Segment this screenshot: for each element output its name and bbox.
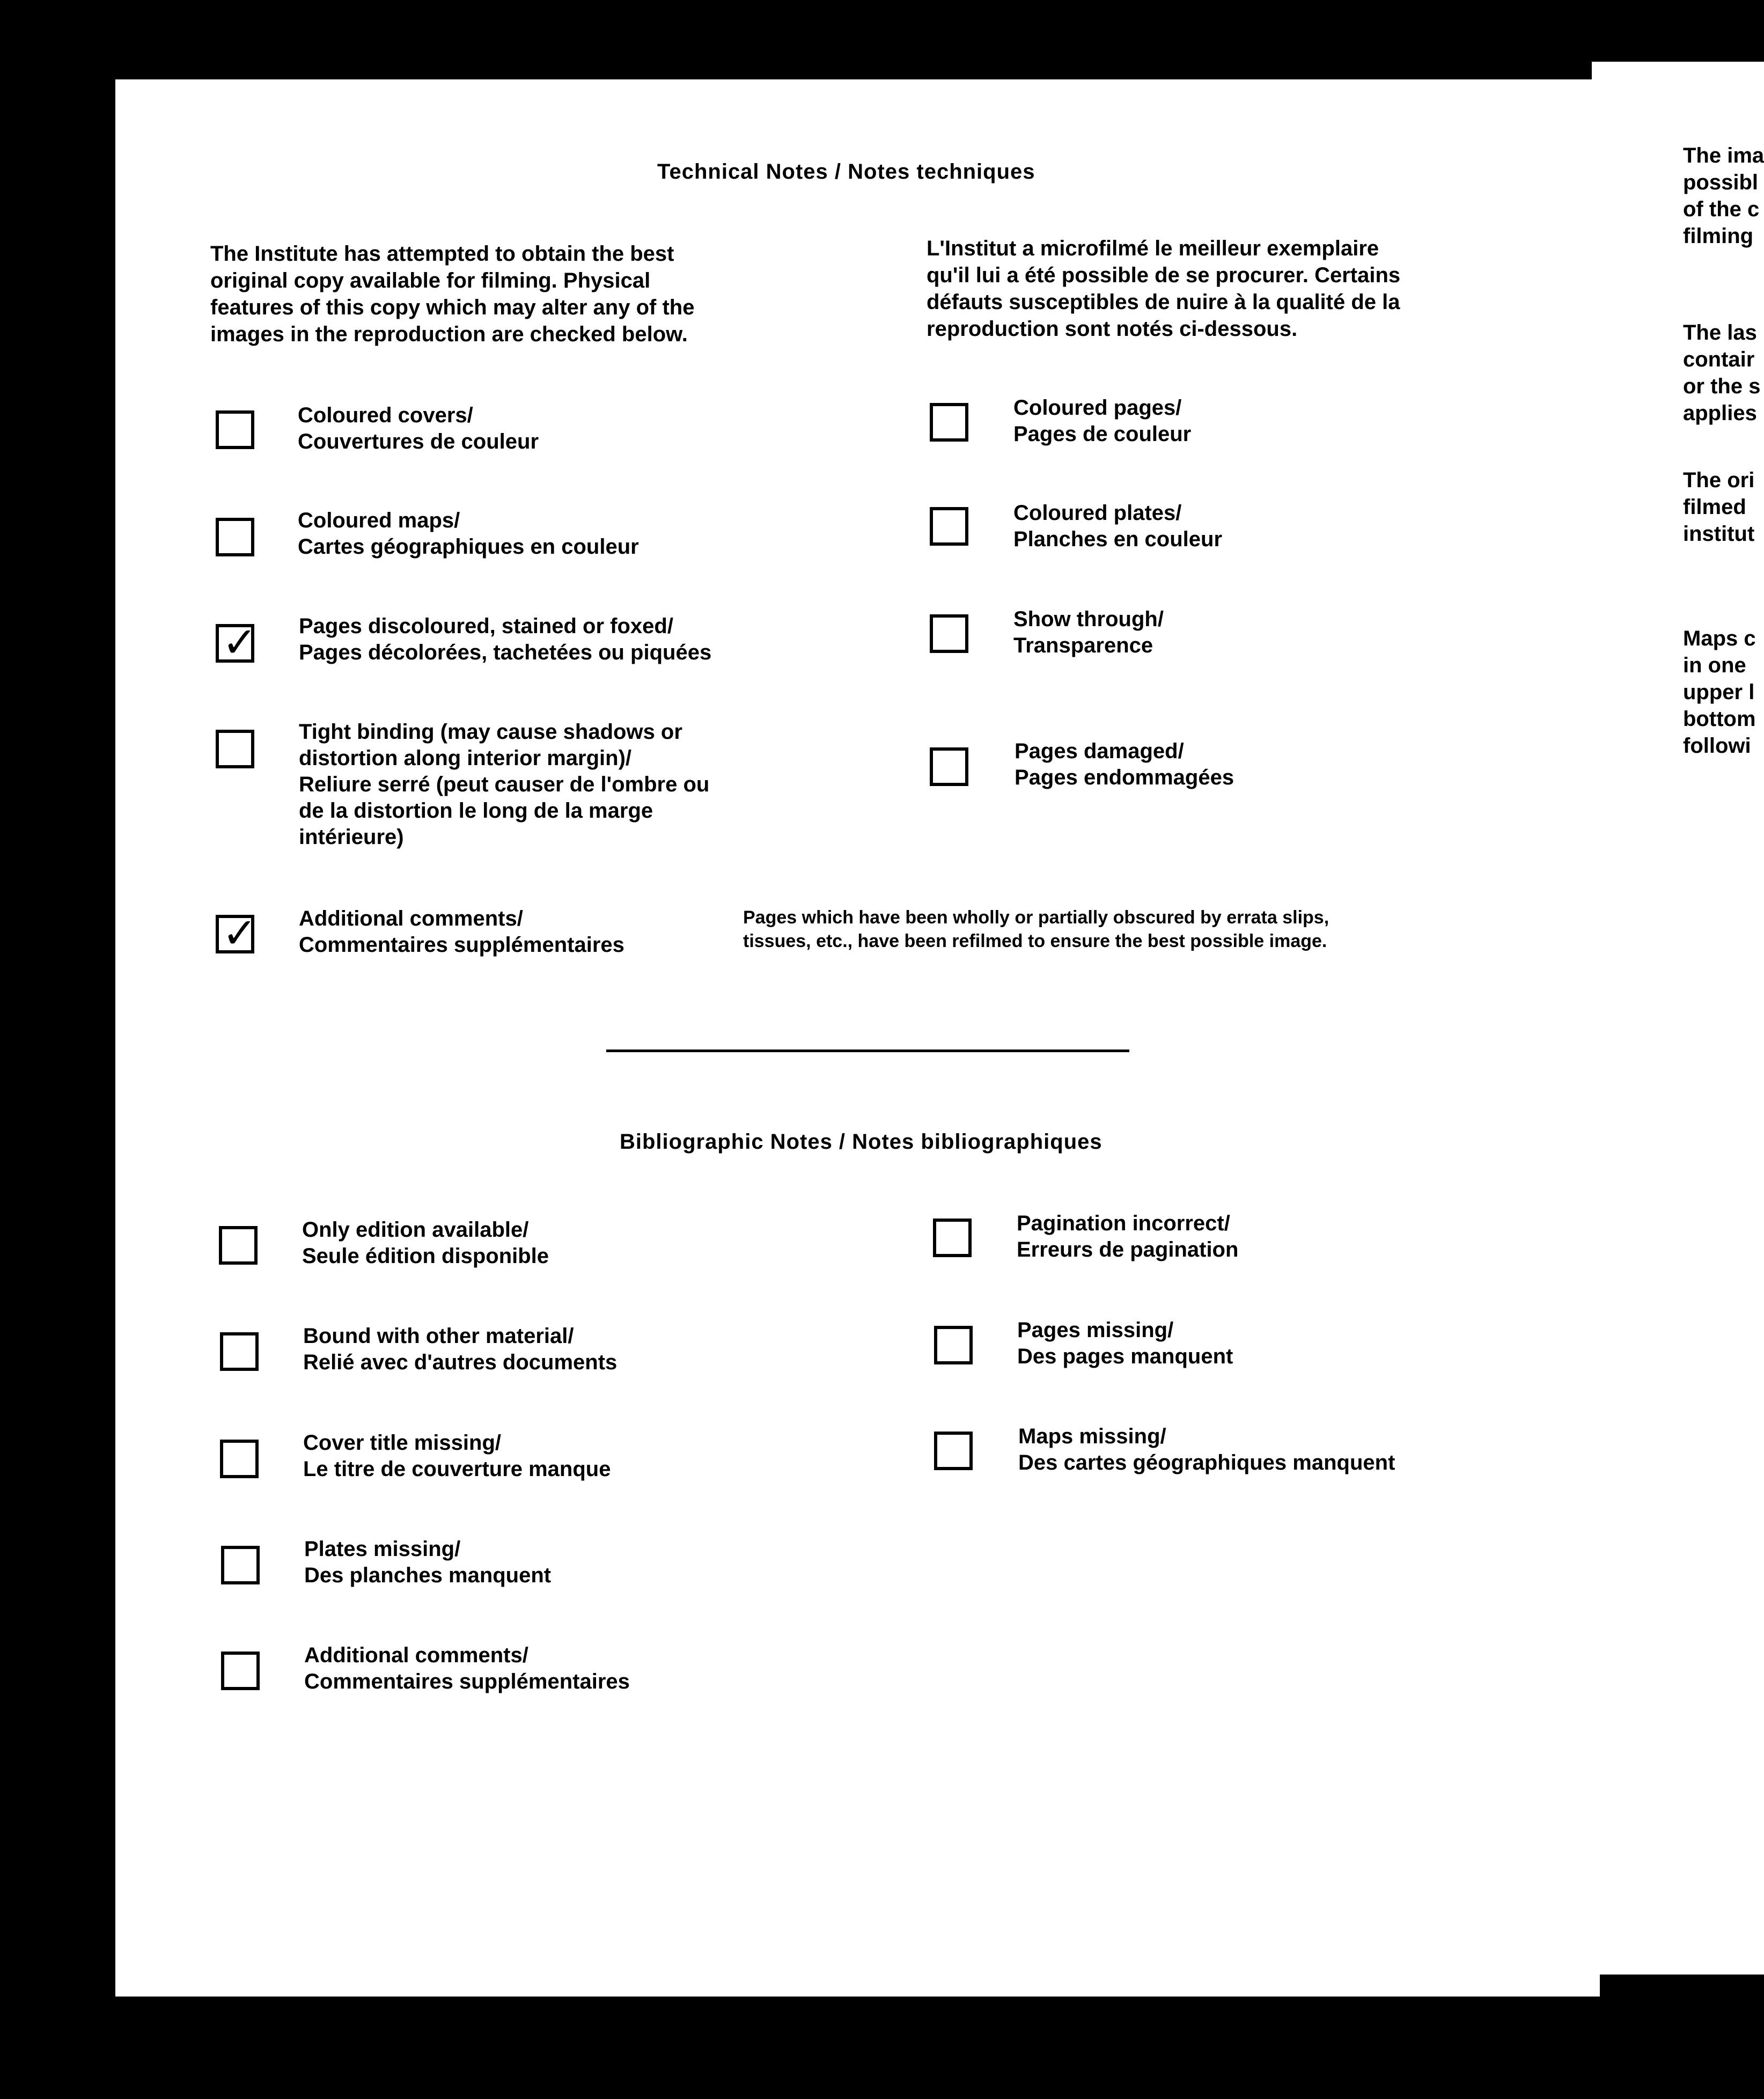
fragment-line: institut xyxy=(1683,522,1755,546)
label-coloured-plates xyxy=(1013,500,1222,553)
checkbox-bound-with[interactable] xyxy=(220,1332,259,1371)
checkbox-maps-missing[interactable] xyxy=(934,1432,973,1470)
fragment-line: in one xyxy=(1683,654,1746,677)
checkbox-show-through[interactable] xyxy=(930,614,968,653)
label-line: Maps missing/ xyxy=(1018,1425,1166,1448)
fragment-line: Maps c xyxy=(1683,627,1756,650)
label-pages-damaged xyxy=(1015,738,1234,791)
label-line: Pages endommagées xyxy=(1015,766,1234,789)
label-line: Show through/ xyxy=(1013,607,1164,631)
intro-line: features of this copy which may alter any of the xyxy=(210,296,695,319)
checkbox-tight-binding[interactable] xyxy=(216,730,254,768)
label-only-edition xyxy=(302,1217,549,1269)
fragment-line: or the s xyxy=(1683,375,1761,398)
label-pagination-incorrect xyxy=(1017,1210,1238,1263)
fragment-line: The las xyxy=(1683,321,1757,344)
checkbox-pages-missing[interactable] xyxy=(934,1326,973,1364)
label-line: Tight binding (may cause shadows or xyxy=(299,720,682,744)
intro-english xyxy=(210,240,694,348)
technical-heading: Technical Notes / Notes techniques xyxy=(657,160,1035,184)
label-line: Planches en couleur xyxy=(1013,527,1223,551)
label-line: de la distortion le long de la marge xyxy=(299,799,653,823)
label-line: Transparence xyxy=(1013,634,1153,657)
label-coloured-maps xyxy=(298,508,639,560)
checkbox-coloured-maps[interactable] xyxy=(216,518,254,556)
adjacent-paragraph xyxy=(1683,319,1760,427)
checkbox-coloured-pages[interactable] xyxy=(930,403,968,442)
label-line: Des planches manquent xyxy=(304,1564,552,1587)
label-line: Commentaires supplémentaires xyxy=(299,933,624,957)
label-line: distortion along interior margin)/ xyxy=(299,746,631,770)
checkbox-plates-missing[interactable] xyxy=(221,1546,260,1584)
adjacent-page xyxy=(1592,62,1764,1975)
checkmark-icon: ✓ xyxy=(222,619,258,667)
intro-line: défauts susceptibles de nuire à la qualité de la xyxy=(927,290,1400,314)
label-line: Coloured covers/ xyxy=(298,403,473,427)
label-line: Le titre de couverture manque xyxy=(303,1457,611,1481)
label-coloured-covers xyxy=(298,402,539,455)
checkbox-additional-comments-bibliographic[interactable] xyxy=(221,1652,260,1690)
fragment-line: bottom xyxy=(1683,707,1756,731)
technical-notes-page xyxy=(115,79,1600,1997)
intro-line: L'Institut a microfilmé le meilleur exemplaire xyxy=(927,237,1379,260)
label-line: Coloured maps/ xyxy=(298,509,460,532)
label-line: Pages discoloured, stained or foxed/ xyxy=(299,614,673,638)
intro-line: reproduction sont notés ci-dessous. xyxy=(927,317,1298,341)
label-line: Erreurs de pagination xyxy=(1017,1238,1239,1261)
label-line: Cover title missing/ xyxy=(303,1431,501,1455)
label-plates-missing xyxy=(304,1536,551,1589)
label-line: Bound with other material/ xyxy=(303,1324,574,1348)
fragment-line: upper l xyxy=(1683,680,1755,704)
fragment-line: The ima xyxy=(1683,144,1764,167)
comment-line: Pages which have been wholly or partially obscured by errata slips, xyxy=(743,907,1329,928)
additional-comment-text xyxy=(743,906,1329,953)
label-line: Commentaires supplémentaires xyxy=(304,1670,630,1693)
intro-line: qu'il lui a été possible de se procurer. Certains xyxy=(927,263,1401,287)
section-divider xyxy=(606,1050,1129,1052)
label-line: Seule édition disponible xyxy=(302,1244,549,1268)
label-maps-missing xyxy=(1018,1423,1395,1476)
checkbox-pagination-incorrect[interactable] xyxy=(933,1219,972,1257)
checkbox-additional-comments-technical[interactable] xyxy=(216,909,258,958)
checkmark-icon: ✓ xyxy=(222,909,258,958)
label-cover-title-missing xyxy=(303,1430,611,1482)
label-additional-comments-technical xyxy=(299,906,624,958)
label-line: Only edition available/ xyxy=(302,1218,529,1242)
label-line: Coloured pages/ xyxy=(1013,396,1182,420)
fragment-line: contair xyxy=(1683,348,1755,371)
checkbox-cover-title-missing[interactable] xyxy=(220,1440,259,1478)
intro-line: original copy available for filming. Physical xyxy=(210,269,651,292)
label-pages-missing xyxy=(1017,1317,1233,1370)
fragment-line: applies xyxy=(1683,401,1757,425)
label-line: Cartes géographiques en couleur xyxy=(298,535,639,559)
comment-line: tissues, etc., have been refilmed to ensure the best possible image. xyxy=(743,931,1327,951)
label-line: Plates missing/ xyxy=(304,1537,461,1561)
label-tight-binding xyxy=(299,719,709,850)
fragment-line: filming xyxy=(1683,224,1754,248)
label-line: Pages de couleur xyxy=(1013,422,1192,446)
label-line: Pages damaged/ xyxy=(1015,739,1184,763)
fragment-line: followi xyxy=(1683,734,1751,758)
label-line: Reliure serré (peut causer de l'ombre ou xyxy=(299,773,710,796)
label-pages-discoloured xyxy=(299,613,711,666)
fragment-line: of the c xyxy=(1683,197,1760,221)
label-coloured-pages xyxy=(1013,395,1191,447)
label-line: Coloured plates/ xyxy=(1013,501,1182,525)
label-line: Des pages manquent xyxy=(1017,1345,1233,1368)
checkbox-only-edition[interactable] xyxy=(219,1226,258,1265)
label-line: Des cartes géographiques manquent xyxy=(1018,1451,1395,1474)
adjacent-paragraph xyxy=(1683,142,1764,249)
label-show-through xyxy=(1013,606,1164,659)
checkbox-coloured-covers[interactable] xyxy=(216,410,254,449)
label-line: Couvertures de couleur xyxy=(298,430,539,453)
label-line: Pagination incorrect/ xyxy=(1017,1212,1230,1235)
checkbox-pages-damaged[interactable] xyxy=(930,747,968,786)
fragment-line: possibl xyxy=(1683,171,1759,194)
checkbox-coloured-plates[interactable] xyxy=(930,507,968,546)
checkbox-pages-discoloured[interactable] xyxy=(216,619,258,667)
fragment-line: The ori xyxy=(1683,468,1755,492)
bibliographic-heading: Bibliographic Notes / Notes bibliographiques xyxy=(620,1130,1102,1154)
adjacent-paragraph xyxy=(1683,625,1756,759)
fragment-line: filmed xyxy=(1683,495,1746,519)
label-bound-with xyxy=(303,1323,617,1376)
label-additional-comments-bibliographic xyxy=(304,1642,630,1695)
label-line: Pages missing/ xyxy=(1017,1318,1174,1342)
label-line: Pages décolorées, tachetées ou piquées xyxy=(299,641,712,664)
label-line: intérieure) xyxy=(299,825,404,849)
label-line: Additional comments/ xyxy=(304,1643,528,1667)
intro-line: The Institute has attempted to obtain the best xyxy=(210,242,674,266)
adjacent-paragraph xyxy=(1683,467,1754,547)
label-line: Relié avec d'autres documents xyxy=(303,1351,618,1374)
intro-line: images in the reproduction are checked below. xyxy=(210,322,688,346)
intro-french xyxy=(927,235,1400,342)
label-line: Additional comments/ xyxy=(299,907,523,930)
